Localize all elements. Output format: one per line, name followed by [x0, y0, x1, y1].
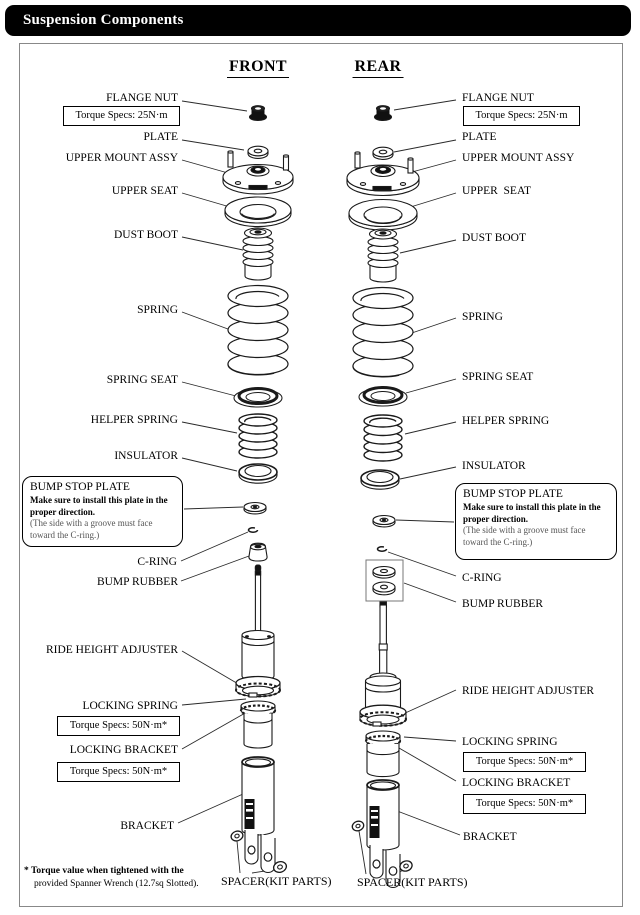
label-rear-helper-spring: HELPER SPRING [462, 415, 550, 427]
torque-box-rear-nut: Torque Specs: 25N·m [463, 106, 580, 126]
label-front-spacer: SPACER(KIT PARTS) [221, 874, 332, 888]
label-rear-spring: SPRING [462, 311, 503, 323]
label-rear-flange-nut: FLANGE NUT [462, 92, 534, 104]
front-upper-seat-drawing [225, 197, 291, 227]
label-rear-dust-boot: DUST BOOT [462, 232, 527, 244]
label-front-dust-boot: DUST BOOT [113, 229, 178, 241]
label-rear-plate: PLATE [462, 131, 497, 143]
note-title-front: BUMP STOP PLATE [30, 481, 130, 493]
rear-bracket-drawing [367, 780, 400, 888]
label-front-bump-rubber: BUMP RUBBER [96, 576, 178, 588]
rear-bump-rubber-drawing [366, 560, 403, 601]
rear-bump-stop-plate-drawing [373, 516, 395, 527]
rear-damper-drawing [360, 602, 406, 777]
footnote-line1: * Torque value when tightened with the [24, 866, 184, 876]
label-front-ride-height-adjuster: RIDE HEIGHT ADJUSTER [45, 644, 178, 656]
rear-helper-spring-drawing [364, 415, 402, 461]
rear-dust-boot-drawing [368, 229, 398, 282]
rear-spring-seat-drawing [359, 388, 407, 407]
leader-lines [178, 100, 460, 874]
label-rear-insulator: INSULATOR [462, 460, 526, 472]
label-front-insulator: INSULATOR [114, 450, 178, 462]
torque-box-front-locking-bracket: Torque Specs: 50N·m* [57, 762, 180, 782]
label-rear-upper-mount-assy: UPPER MOUNT ASSY [462, 152, 575, 164]
note-box-rear-bump-stop-plate [455, 483, 617, 560]
rear-flange-nut-drawing [375, 106, 392, 121]
front-flange-nut-drawing [250, 106, 267, 121]
front-spacer-drawing [230, 830, 288, 874]
column-header-rear: REAR [353, 58, 404, 78]
torque-box-rear-locking-spring: Torque Specs: 50N·m* [463, 752, 586, 772]
front-bump-rubber-drawing [249, 543, 267, 571]
label-front-spring: SPRING [137, 304, 178, 316]
label-rear-locking-spring: LOCKING SPRING [462, 736, 558, 748]
label-rear-upper-seat: UPPER SEAT [462, 185, 532, 197]
label-front-flange-nut: FLANGE NUT [106, 92, 178, 104]
label-rear-bracket: BRACKET [463, 831, 517, 843]
column-header-front: FRONT [227, 58, 289, 78]
front-damper-drawing [236, 571, 280, 748]
label-front-c-ring: C-RING [137, 556, 177, 568]
page-title: Suspension Components [23, 12, 184, 28]
rear-upper-seat-drawing [349, 200, 417, 231]
note-line2-front: (The side with a groove must face toward the C-ring.) [30, 518, 153, 540]
label-front-upper-mount-assy: UPPER MOUNT ASSY [65, 152, 178, 164]
rear-c-ring-drawing [378, 547, 387, 551]
label-rear-ride-height-adjuster: RIDE HEIGHT ADJUSTER [462, 685, 595, 697]
front-dust-boot-drawing [243, 228, 273, 280]
rear-plate-drawing [373, 147, 393, 159]
rear-insulator-drawing [361, 470, 399, 489]
footnote-line2: provided Spanner Wrench (12.7sq Slotted). [34, 879, 199, 889]
torque-box-front-locking-spring: Torque Specs: 50N·m* [57, 716, 180, 736]
label-front-helper-spring: HELPER SPRING [90, 414, 178, 426]
torque-box-front-nut: Torque Specs: 25N·m [63, 106, 180, 126]
front-assembly-drawing [223, 106, 293, 874]
label-rear-bump-rubber: BUMP RUBBER [462, 598, 544, 610]
label-front-plate: PLATE [143, 131, 178, 143]
label-rear-locking-bracket: LOCKING BRACKET [462, 777, 571, 789]
label-rear-spring-seat: SPRING SEAT [462, 371, 534, 383]
front-bracket-drawing [242, 757, 275, 873]
label-front-spring-seat: SPRING SEAT [106, 374, 178, 386]
front-insulator-drawing [239, 464, 277, 483]
front-plate-drawing [248, 146, 268, 158]
label-front-locking-bracket: LOCKING BRACKET [69, 744, 178, 756]
label-rear-c-ring: C-RING [462, 572, 502, 584]
label-front-upper-seat: UPPER SEAT [111, 185, 178, 197]
torque-box-rear-locking-bracket: Torque Specs: 50N·m* [463, 794, 586, 814]
front-c-ring-drawing [249, 528, 258, 532]
front-bump-stop-plate-drawing [244, 503, 266, 514]
front-spring-seat-drawing [234, 389, 282, 408]
label-front-locking-spring: LOCKING SPRING [82, 700, 178, 712]
note-line2-rear: (The side with a groove must face toward the C-ring.) [463, 525, 586, 547]
front-helper-spring-drawing [239, 414, 277, 458]
rear-assembly-drawing [347, 106, 419, 888]
note-title-rear: BUMP STOP PLATE [463, 488, 563, 500]
rear-spring-drawing [353, 288, 413, 377]
label-front-bracket: BRACKET [120, 820, 174, 832]
note-line1-rear: Make sure to install this plate in the proper direction. [463, 502, 601, 524]
note-line1-front: Make sure to install this plate in the proper direction. [30, 495, 168, 517]
note-box-front-bump-stop-plate [22, 476, 183, 547]
front-spring-drawing [228, 286, 288, 375]
label-rear-spacer: SPACER(KIT PARTS) [357, 875, 468, 889]
